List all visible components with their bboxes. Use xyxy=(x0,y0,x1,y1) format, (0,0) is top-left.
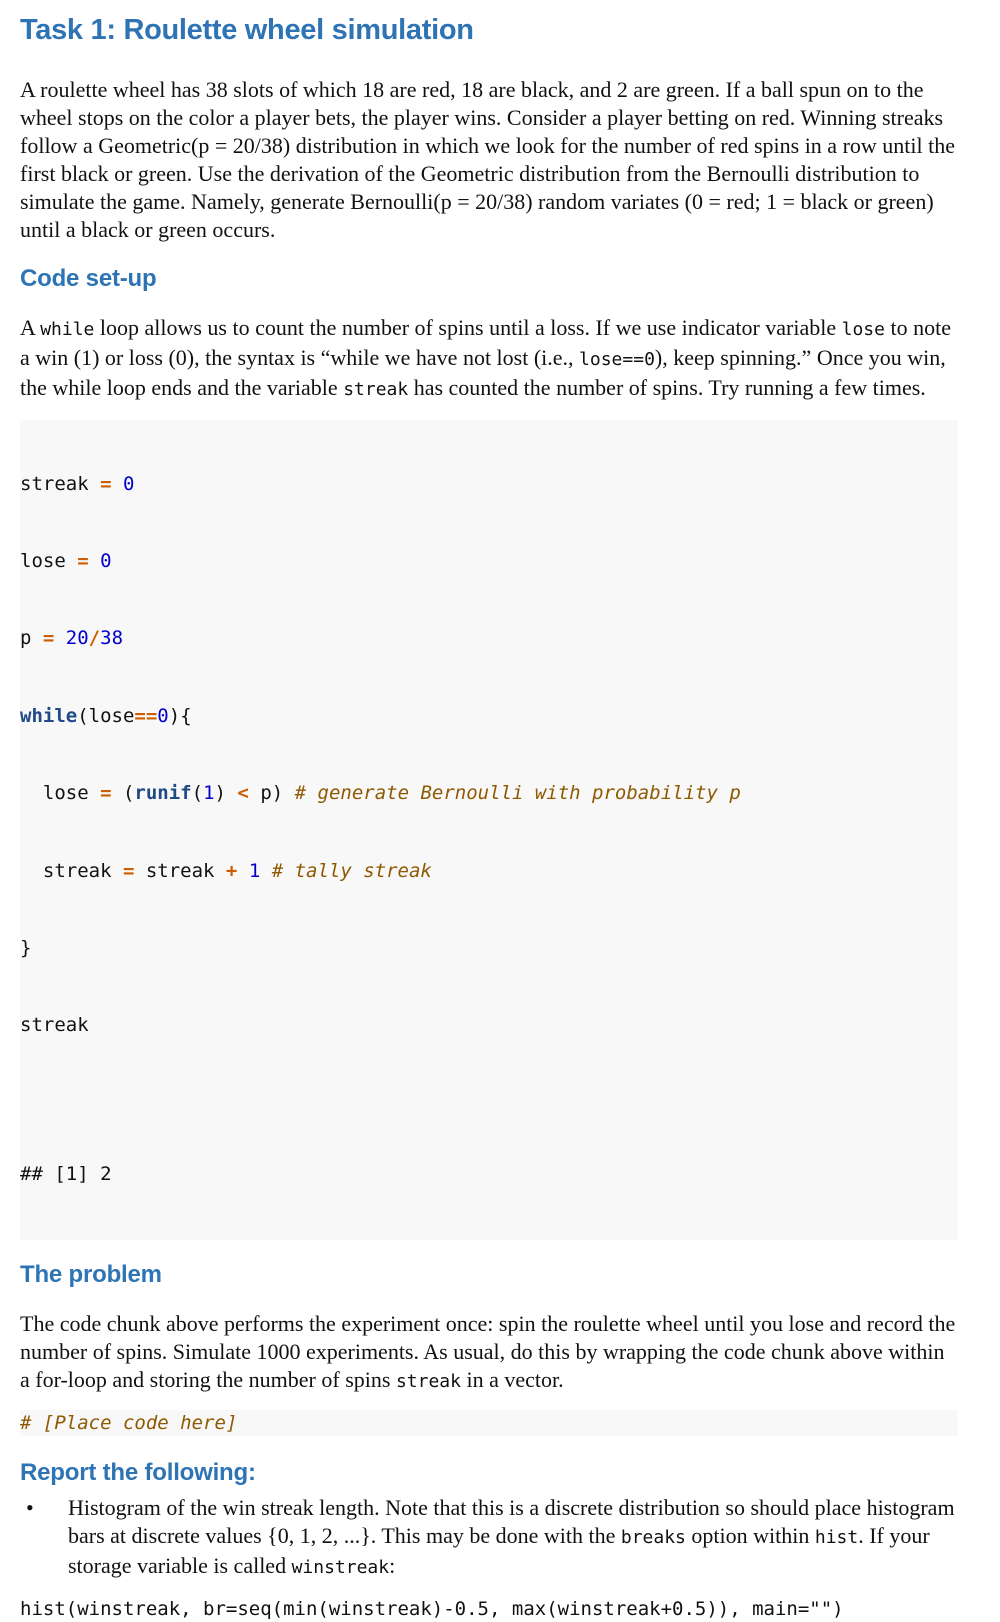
placeholder-code-block[interactable]: # [Place code here] xyxy=(20,1410,958,1436)
bullet-icon: • xyxy=(26,1494,34,1520)
bullet-text-c: . If your storage variable is called xyxy=(68,1522,930,1578)
final-code-line[interactable]: hist(winstreak, br=seq(min(winstreak)-0.5, max(winstreak+0.5)), main="") xyxy=(20,1597,844,1620)
setup-text-c: to note a win (1) or loss (0), the syntax is “while we have not lost (i.e., xyxy=(20,315,951,370)
problem-paragraph xyxy=(20,1310,958,1396)
code-line-6: streak = streak + 1 # tally streak xyxy=(20,859,432,882)
report-heading: Report the following: xyxy=(20,1458,256,1486)
inline-code-breaks: breaks xyxy=(620,1526,686,1548)
code-line-8: streak xyxy=(20,1014,89,1037)
report-list xyxy=(20,1494,958,1582)
setup-text-d: ), keep spinning.” Once you win, the while loop ends and the variable xyxy=(20,345,946,400)
inline-code-streak-2: streak xyxy=(395,1370,461,1392)
setup-text-e: has counted the number of spins. Try running a few times. xyxy=(408,375,926,400)
code-line-1: streak = 0 xyxy=(20,472,135,495)
page-title: Task 1: Roulette wheel simulation xyxy=(20,14,474,46)
inline-code-streak: streak xyxy=(343,379,409,400)
code-line-4: while(lose==0){ xyxy=(20,704,192,727)
code-block[interactable] xyxy=(20,420,958,1240)
setup-text-a: A xyxy=(20,315,41,340)
inline-code-lose: lose xyxy=(841,319,885,340)
bullet-text-b: option within xyxy=(685,1522,815,1548)
inline-code-hist: hist xyxy=(814,1526,859,1548)
list-item xyxy=(20,1494,958,1582)
intro-paragraph: A roulette wheel has 38 slots of which 18 are red, 18 are black, and 2 are green. If a ball spun on to the wheel stops on the color a player bets, the player wins. Consider a player betting on red. Winning streaks follow a Geometric(p = 20/38) distribution in which we look for the number of red spins in a row until the first black or green. Use the derivation of the Geometric distribution from the Bernoulli distribution to simulate the game. Namely, generate Bernoulli(p = 20/38) random variates (0 = red; 1 = black or green) until a black or green occurs. xyxy=(20,77,955,242)
problem-text-a: The code chunk above performs the experiment once: spin the roulette wheel until you lose and record the number of spins. Simulate 1000 experiments. As usual, do this by wrapping the code chunk above within a for-loop and storing the number of spins xyxy=(20,1310,956,1392)
code-spacer xyxy=(20,1091,958,1111)
code-line-5: lose = (runif(1) < p) # generate Bernoulli with probability p xyxy=(20,782,741,805)
code-line-7: } xyxy=(20,936,32,959)
setup-text-b: loop allows us to count the number of spins until a loss. If we use indicator variable xyxy=(94,315,842,340)
setup-paragraph xyxy=(20,314,958,404)
inline-code-lose-eq: lose==0 xyxy=(579,349,655,370)
problem-heading: The problem xyxy=(20,1260,162,1288)
inline-code-winstreak: winstreak xyxy=(291,1556,390,1578)
bullet-text-d: : xyxy=(389,1552,396,1578)
code-line-3: p = 20/38 xyxy=(20,627,124,650)
code-output: ## [1] 2 xyxy=(20,1163,112,1186)
problem-text-b: in a vector. xyxy=(460,1366,564,1392)
setup-heading: Code set-up xyxy=(20,265,157,292)
inline-code-while: while xyxy=(40,319,95,340)
bullet-text-a: Histogram of the win streak length. Note that this is a discrete distribution so should place histogram bars at discrete values {0, 1, 2, ...}. This may be done with the xyxy=(68,1494,955,1548)
code-line-2: lose = 0 xyxy=(20,549,112,572)
